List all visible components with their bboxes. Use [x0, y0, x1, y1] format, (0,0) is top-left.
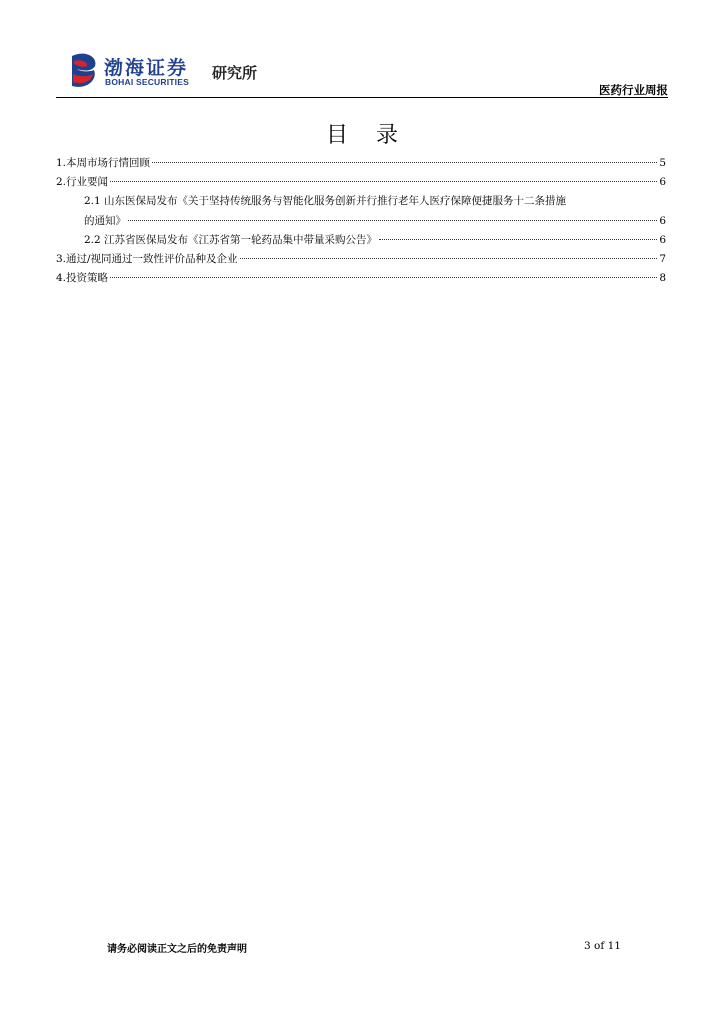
toc-leader-dots [152, 162, 657, 163]
table-of-contents [56, 154, 666, 288]
logo-chinese-name: 渤海证券 [104, 57, 189, 79]
toc-entry-text: 的通知》 [84, 215, 126, 227]
page-footer [0, 940, 724, 960]
toc-entry-page: 6 [659, 215, 666, 227]
toc-entry-text: 3.通过/视同通过一致性评价品种及企业 [56, 253, 238, 265]
toc-leader-dots [240, 258, 658, 259]
toc-entry-page: 8 [659, 272, 666, 284]
logo-english-name: BOHAI SECURITIES [105, 77, 189, 87]
page-header [56, 50, 668, 100]
report-type: 医药行业周报 [599, 83, 668, 97]
toc-entry-text[interactable]: 2.1 山东医保局发布《关于坚持传统服务与智能化服务创新并行推行老年人医疗保障便捷服务十二条措施 [84, 195, 567, 207]
page-number: 3 of 11 [584, 940, 621, 952]
toc-entry-text: 1.本周市场行情回顾 [56, 157, 151, 169]
bohai-securities-logo [68, 50, 268, 92]
header-divider [56, 97, 668, 98]
toc-entry-text: 2.行业要闻 [56, 176, 109, 188]
toc-entry-page: 6 [659, 234, 666, 246]
toc-leader-dots [110, 181, 657, 182]
toc-entry[interactable] [56, 212, 666, 231]
toc-entry-page: 7 [659, 253, 666, 265]
toc-entry[interactable] [56, 250, 666, 269]
toc-entry-text: 2.2 江苏省医保局发布《江苏省第一轮药品集中带量采购公告》 [84, 234, 378, 246]
toc-entry-page: 5 [659, 157, 666, 169]
toc-leader-dots [110, 277, 657, 278]
institute-label: 研究所 [212, 64, 258, 82]
toc-leader-dots [128, 220, 657, 221]
bohai-logo-mark-icon [68, 52, 100, 90]
toc-leader-dots [379, 239, 657, 240]
toc-title: 目录 [325, 123, 426, 148]
toc-entry-page: 6 [659, 176, 666, 188]
disclaimer-note: 请务必阅读正文之后的免责声明 [107, 944, 247, 955]
toc-entry[interactable] [56, 231, 666, 250]
toc-entry[interactable] [56, 173, 666, 192]
toc-entry[interactable] [56, 269, 666, 288]
toc-entry-text: 4.投资策略 [56, 272, 109, 284]
toc-entry[interactable] [56, 154, 666, 173]
